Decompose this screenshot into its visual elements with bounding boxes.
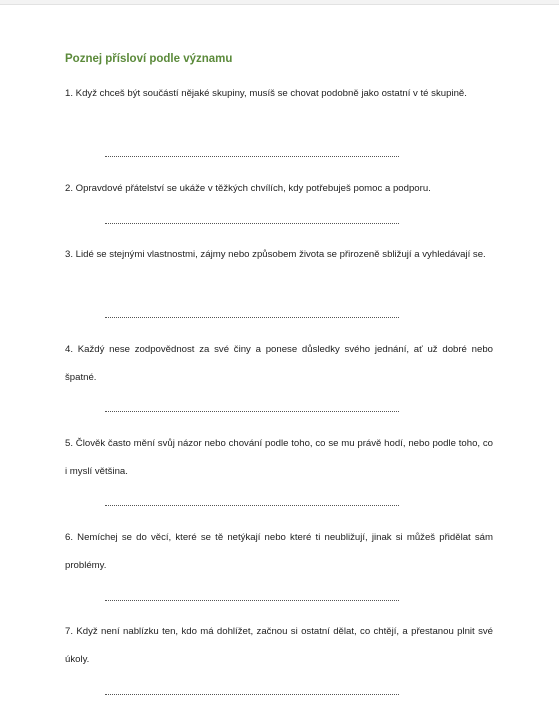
answer-line-1[interactable]: [105, 156, 399, 157]
proverb-item-4: 4. Každý nese zodpovědnost za své činy a ponese důsledky svého jednání, ať už dobré nebo špatné.: [65, 344, 493, 383]
proverb-item-5: 5. Člověk často mění svůj názor nebo chování podle toho, co se mu právě hodí, nebo podle toho, co i myslí většina.: [65, 438, 493, 477]
proverb-item-2: 2. Opravdové přátelství se ukáže v těžkých chvílích, kdy potřebuješ pomoc a podporu.: [65, 183, 431, 194]
page-title: Poznej přísloví podle významu: [65, 53, 233, 65]
proverb-item-3: 3. Lidé se stejnými vlastnostmi, zájmy nebo způsobem života se přirozeně sbližují a vyhledávají se.: [65, 249, 486, 260]
proverb-item-7: 7. Když není nablízku ten, kdo má dohlížet, začnou si ostatní dělat, co chtějí, a přestanou plnit své úkoly.: [65, 626, 493, 665]
answer-line-4[interactable]: [105, 411, 399, 412]
answer-line-5[interactable]: [105, 505, 399, 506]
document-page: [0, 5, 559, 718]
answer-line-2[interactable]: [105, 223, 399, 224]
proverb-item-1: 1. Když chceš být součástí nějaké skupiny, musíš se chovat podobně jako ostatní v té skupině.: [65, 88, 467, 99]
answer-line-6[interactable]: [105, 600, 399, 601]
answer-line-7[interactable]: [105, 694, 399, 695]
answer-line-3[interactable]: [105, 317, 399, 318]
proverb-item-6: 6. Nemíchej se do věcí, které se tě netýkají nebo které ti neubližují, jinak si můžeš přidělat sám problémy.: [65, 532, 493, 571]
